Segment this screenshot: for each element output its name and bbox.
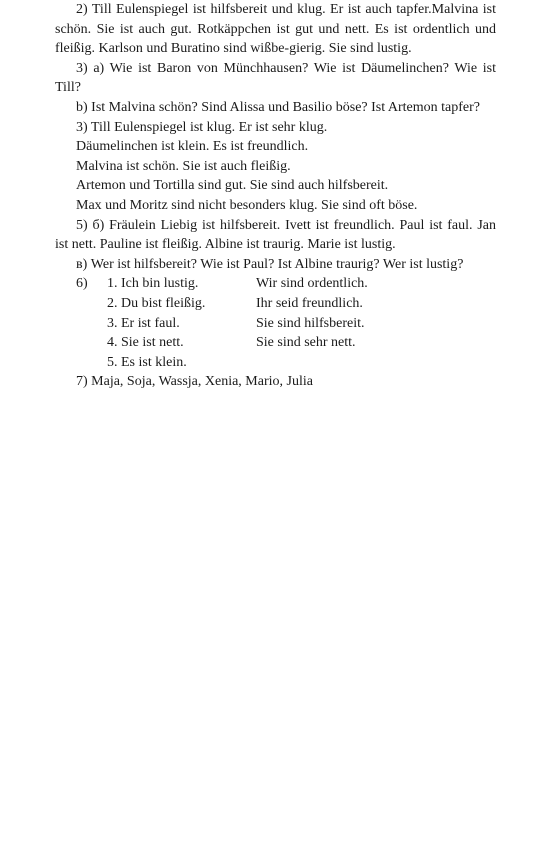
section-6-left-item: 3. Er ist faul. [107, 315, 180, 331]
section-6-left-item: 2. Du bist fleißig. [107, 295, 206, 311]
section-6-number: 6) [76, 276, 88, 292]
section-6-right-column [256, 274, 368, 352]
paragraph-5b: 5) б) Fräulein Liebig ist hilfsbereit. Ivett ist freundlich. Paul ist faul. Jan ist nett. Pauline ist fleißig. Albine ist traurig. Marie ist lustig. [55, 217, 496, 253]
paragraph-2: 2) Till Eulenspiegel ist hilfsbereit und klug. Er ist auch tapfer.Malvina ist schön. Sie ist auch gut. Rotkäppchen ist gut und nett. Es ist ordentlich und fleißig. Karlson und Buratino sind wißbe-gierig. Sie sind lustig. [55, 2, 496, 57]
paragraph-5v: в) Wer ist hilfsbereit? Wie ist Paul? Ist Albine traurig? Wer ist lustig? [76, 256, 464, 272]
paragraph-3a: 3) a) Wie ist Baron von Münchhausen? Wie ist Däumelinchen? Wie ist Till? [55, 60, 496, 96]
answer-key-page [55, 0, 496, 392]
section-6-left-item: 4. Sie ist nett. [107, 335, 184, 351]
paragraph-3-line-1: 3) Till Eulenspiegel ist klug. Er ist sehr klug. [76, 119, 328, 135]
paragraph-3b: b) Ist Malvina schön? Sind Alissa und Basilio böse? Ist Artemon tapfer? [76, 99, 480, 115]
paragraph-7: 7) Maja, Soja, Wassja, Xenia, Mario, Julia [76, 374, 313, 390]
section-6-left-column [107, 274, 205, 372]
paragraph-3-line-4: Artemon und Tortilla sind gut. Sie sind auch hilfsbereit. [76, 178, 389, 194]
section-6-left-item: 5. Es ist klein. [107, 354, 187, 370]
section-6-right-item: Wir sind ordentlich. [256, 276, 368, 292]
paragraph-3-line-3: Malvina ist schön. Sie ist auch fleißig. [76, 158, 291, 174]
section-6-right-item: Sie sind hilfsbereit. [256, 315, 365, 331]
section-6-right-item: Sie sind sehr nett. [256, 335, 356, 351]
paragraph-3-line-5: Max und Moritz sind nicht besonders klug. Sie sind oft böse. [76, 197, 418, 213]
section-6-right-item: Ihr seid freundlich. [256, 295, 363, 311]
section-6-left-item: 1. Ich bin lustig. [107, 276, 199, 292]
section-6 [55, 274, 496, 372]
paragraph-3-line-2: Däumelinchen ist klein. Es ist freundlich. [76, 139, 309, 155]
